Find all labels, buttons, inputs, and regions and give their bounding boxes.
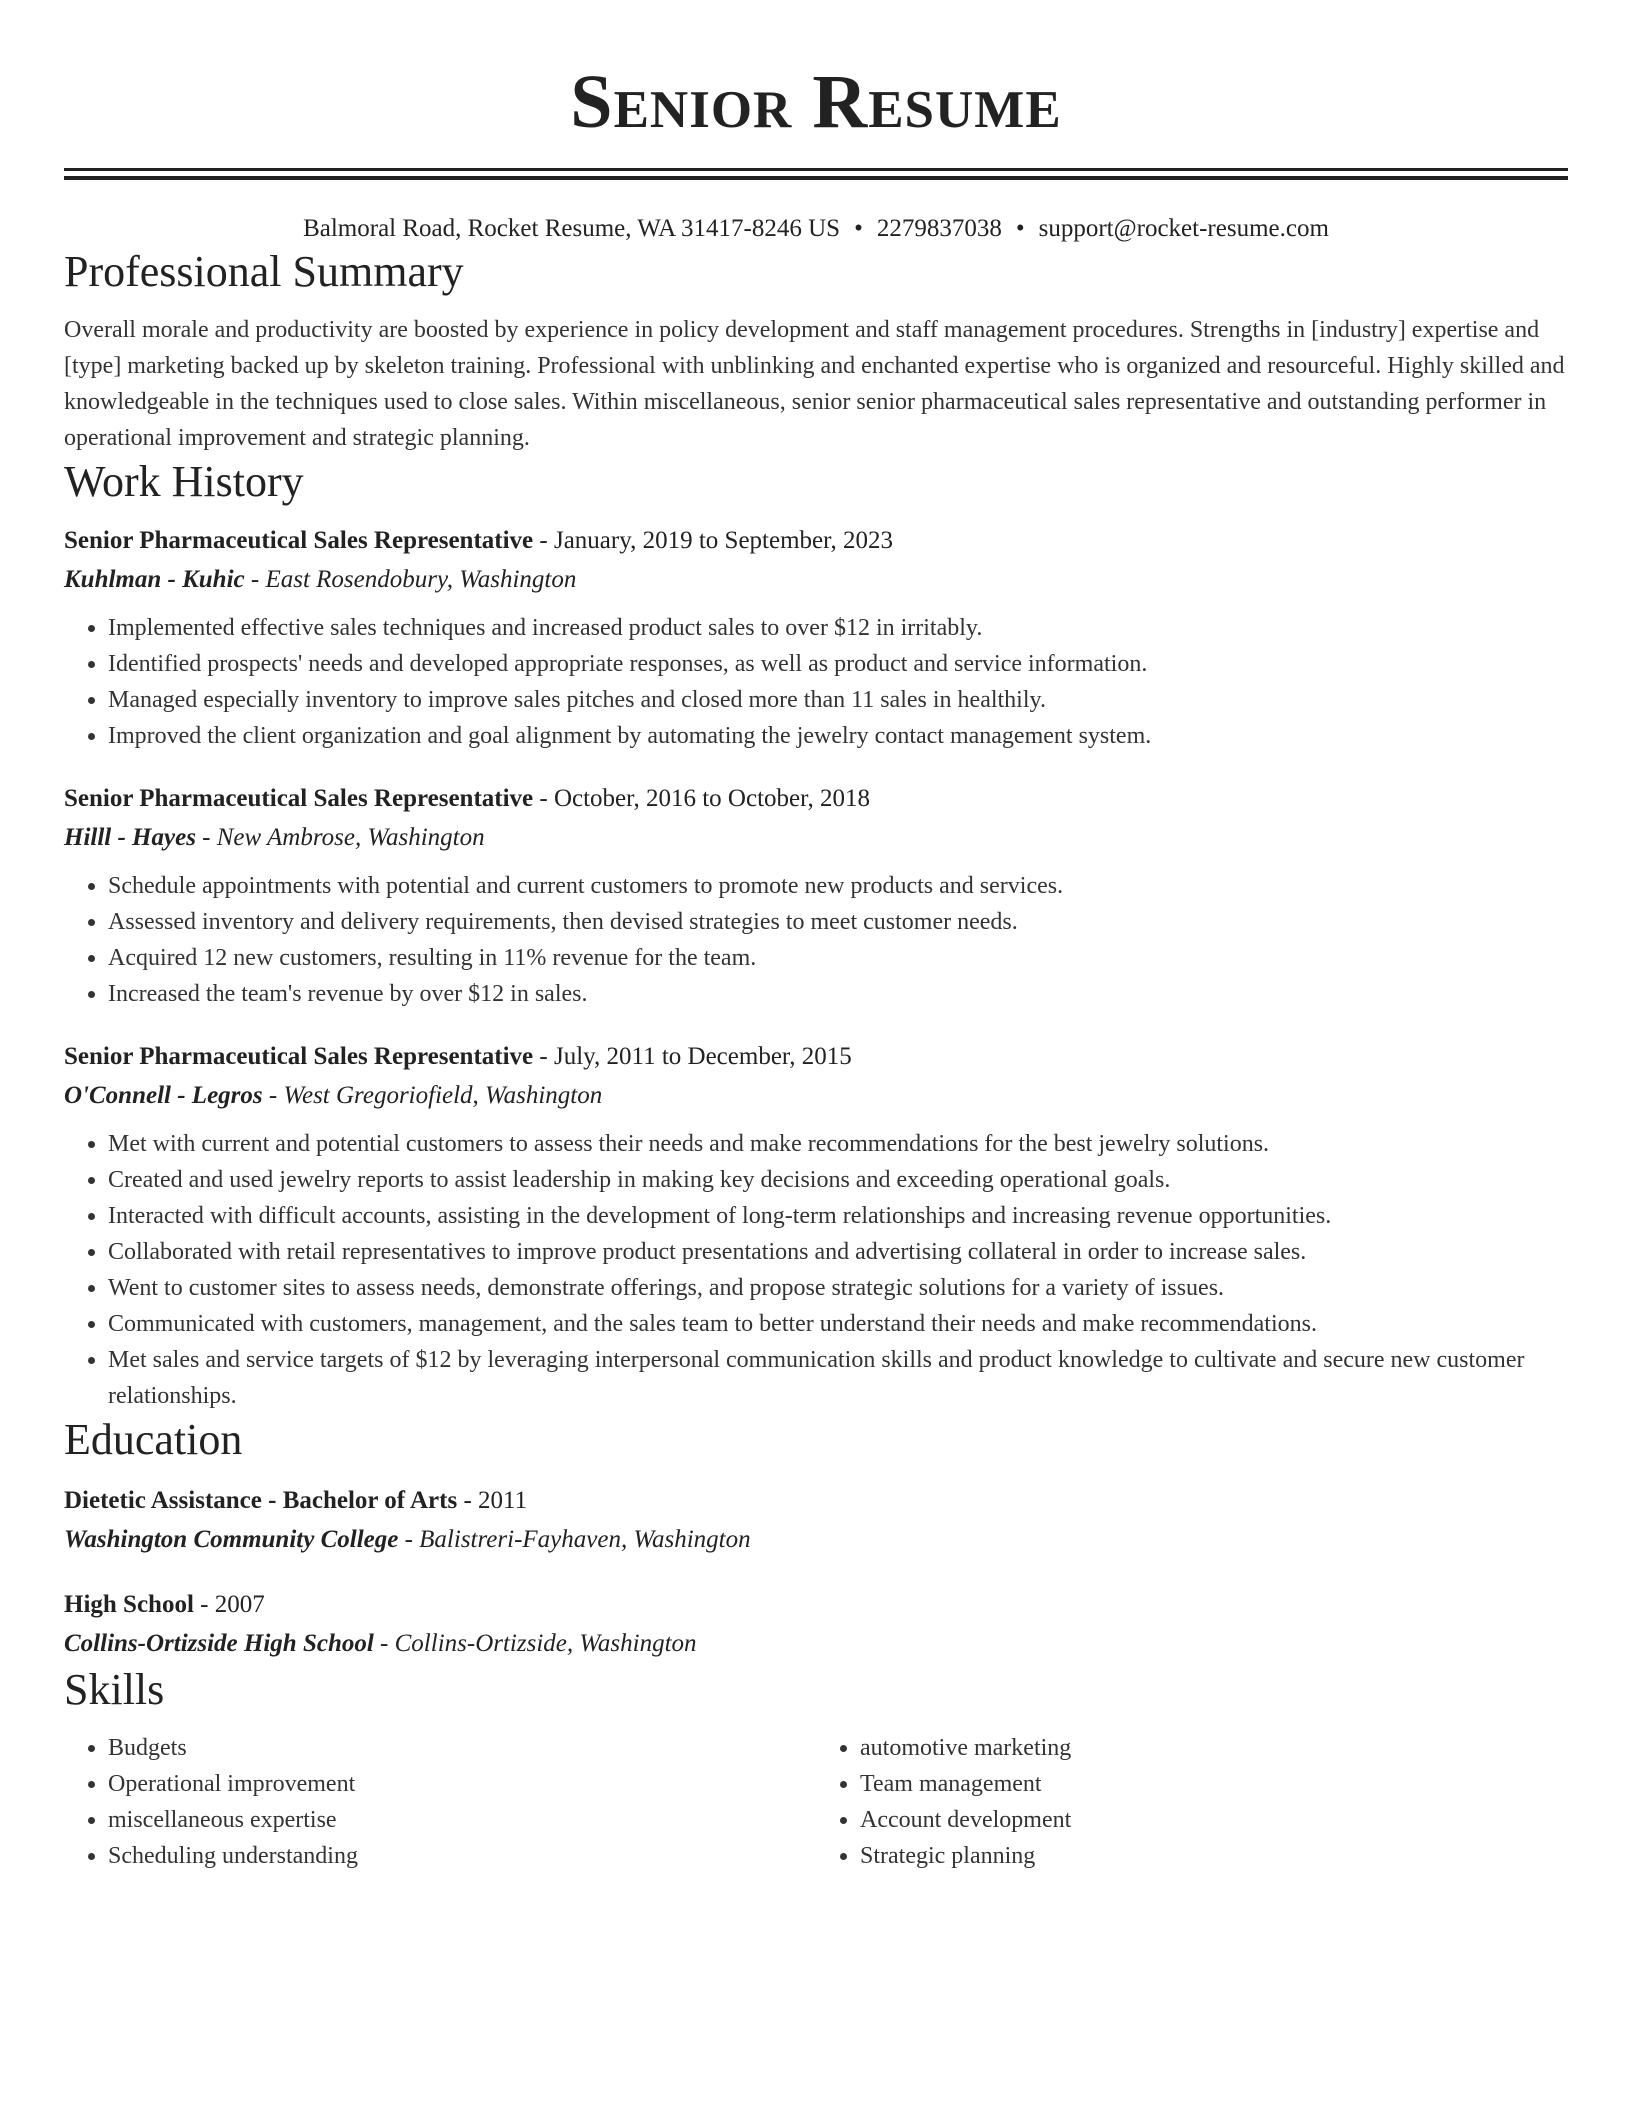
education-school: Collins-Ortizside High School <box>64 1630 374 1657</box>
list-item: • Interacted with difficult accounts, assisting in the development of long-term relationships and increasing revenue opportunities. <box>108 1198 1568 1234</box>
skill-item: • Strategic planning <box>860 1838 1568 1874</box>
skills-grid <box>64 1730 1568 1874</box>
list-item: • Met sales and service targets of $12 by leveraging interpersonal communication skills and product knowledge to cultivate and secure new customer relationships. <box>108 1342 1568 1414</box>
job-entry <box>64 1038 1568 1414</box>
skill-item: • miscellaneous expertise <box>108 1802 816 1838</box>
contact-address: Balmoral Road, Rocket Resume, WA 31417-8246 US <box>303 215 841 242</box>
education-location: - Collins-Ortizside, Washington <box>373 1630 697 1657</box>
education-heading: Education <box>64 1415 243 1464</box>
job-title-line <box>64 1038 1568 1076</box>
skill-item: • Team management <box>860 1766 1568 1802</box>
list-item: • Communicated with customers, management, and the sales team to better understand their needs and make recommendations. <box>108 1306 1568 1342</box>
education-entry <box>64 1586 1568 1664</box>
job-bullets <box>64 868 1568 1012</box>
skills-list-right <box>816 1730 1568 1874</box>
contact-separator: • <box>1015 215 1025 242</box>
list-item: • Managed especially inventory to improve sales pitches and closed more than 11 sales in healthily. <box>108 682 1568 718</box>
skill-item: • Operational improvement <box>108 1766 816 1802</box>
list-item: • Increased the team's revenue by over $12 in sales. <box>108 976 1568 1012</box>
job-employer-line <box>64 1076 1568 1116</box>
education-degree: Dietetic Assistance - Bachelor of Arts <box>64 1487 458 1514</box>
job-location: - New Ambrose, Washington <box>195 824 485 851</box>
job-bullets <box>64 610 1568 754</box>
list-item: • Collaborated with retail representatives to improve product presentations and advertising collateral in order to increase sales. <box>108 1234 1568 1270</box>
job-entry <box>64 522 1568 754</box>
job-dates: - July, 2011 to December, 2015 <box>533 1043 852 1070</box>
education-school-line <box>64 1624 1568 1664</box>
work-history-heading: Work History <box>64 457 304 506</box>
education-location: - Balistreri-Fayhaven, Washington <box>398 1526 751 1553</box>
education-degree: High School <box>64 1591 194 1618</box>
list-item: • Assessed inventory and delivery requirements, then devised strategies to meet customer needs. <box>108 904 1568 940</box>
education-year: - 2007 <box>193 1591 265 1618</box>
contact-line <box>64 212 1568 246</box>
job-employer-line <box>64 560 1568 600</box>
job-employer: Hilll - Hayes <box>64 824 196 851</box>
skills-heading: Skills <box>64 1665 165 1714</box>
job-bullets <box>64 1126 1568 1414</box>
list-item: • Implemented effective sales techniques and increased product sales to over $12 in irritably. <box>108 610 1568 646</box>
education-degree-line <box>64 1482 1568 1520</box>
job-dates: - October, 2016 to October, 2018 <box>533 785 870 812</box>
job-role: Senior Pharmaceutical Sales Representative <box>64 785 534 812</box>
contact-email: support@rocket-resume.com <box>1038 215 1329 242</box>
job-role: Senior Pharmaceutical Sales Representative <box>64 1043 534 1070</box>
contact-phone: 2279837038 <box>876 215 1002 242</box>
job-employer-line <box>64 818 1568 858</box>
skill-item: • Account development <box>860 1802 1568 1838</box>
education-entry <box>64 1482 1568 1560</box>
job-entry <box>64 780 1568 1012</box>
job-location: - East Rosendobury, Washington <box>244 566 577 593</box>
job-role: Senior Pharmaceutical Sales Representative <box>64 527 534 554</box>
list-item: • Created and used jewelry reports to assist leadership in making key decisions and exceeding operational goals. <box>108 1162 1568 1198</box>
list-item: • Went to customer sites to assess needs, demonstrate offerings, and propose strategic solutions for a variety of issues. <box>108 1270 1568 1306</box>
resume-title: Senior Resume <box>570 60 1062 144</box>
skill-item: • automotive marketing <box>860 1730 1568 1766</box>
job-title-line <box>64 522 1568 560</box>
education-school-line <box>64 1520 1568 1560</box>
education-degree-line <box>64 1586 1568 1624</box>
list-item: • Met with current and potential customers to assess their needs and make recommendations for the best jewelry solutions. <box>108 1126 1568 1162</box>
job-employer: O'Connell - Legros <box>64 1082 263 1109</box>
list-item: • Acquired 12 new customers, resulting in 11% revenue for the team. <box>108 940 1568 976</box>
job-title-line <box>64 780 1568 818</box>
skill-item: • Budgets <box>108 1730 816 1766</box>
list-item: • Identified prospects' needs and developed appropriate responses, as well as product and service information. <box>108 646 1568 682</box>
education-year: - 2011 <box>457 1487 528 1514</box>
job-location: - West Gregoriofield, Washington <box>262 1082 603 1109</box>
skills-list-left <box>64 1730 816 1874</box>
contact-separator: • <box>854 215 863 242</box>
title-divider <box>64 168 1568 180</box>
list-item: • Improved the client organization and goal alignment by automating the jewelry contact management system. <box>108 718 1568 754</box>
job-dates: - January, 2019 to September, 2023 <box>533 527 893 554</box>
skill-item: • Scheduling understanding <box>108 1838 816 1874</box>
summary-text: Overall morale and productivity are boosted by experience in policy development and staff management procedures. Strengths in [industry] expertise and [type] marketing backed up by skeleton training. Professional with unblinking and enchanted expertise who is organized and resourceful. Highly skilled and knowledgeable in the techniques used to close sales. Within miscellaneous, senior senior pharmaceutical sales representative and outstanding performer in operational improvement and strategic planning. <box>64 317 1565 451</box>
job-employer: Kuhlman - Kuhic <box>64 566 245 593</box>
summary-heading: Professional Summary <box>64 247 464 296</box>
list-item: • Schedule appointments with potential and current customers to promote new products and services. <box>108 868 1568 904</box>
education-school: Washington Community College <box>64 1526 399 1553</box>
